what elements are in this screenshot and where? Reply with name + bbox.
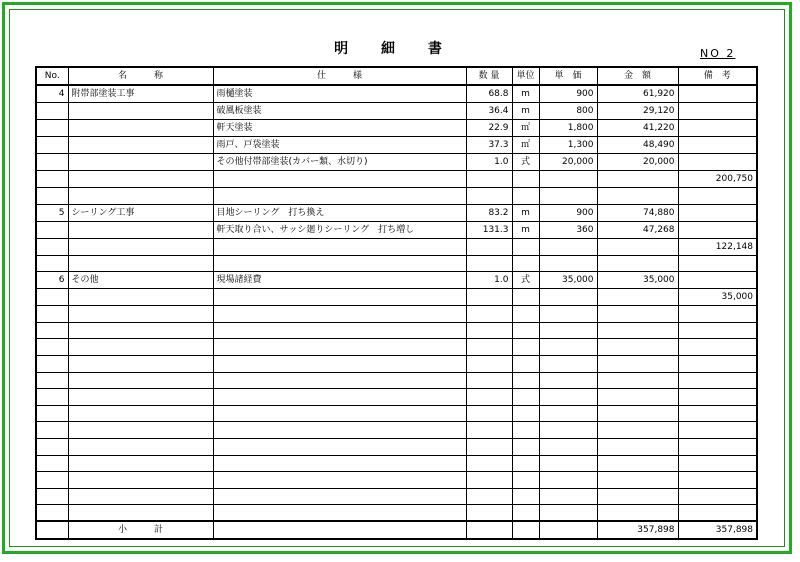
cell-remarks: 200,750 xyxy=(678,171,757,188)
cell-price xyxy=(539,488,597,505)
cell-amount xyxy=(597,372,678,389)
cell-price xyxy=(539,188,597,205)
cell-price xyxy=(539,505,597,522)
cell-name xyxy=(68,389,213,406)
col-name: 名 称 xyxy=(68,67,213,85)
cell-unit xyxy=(512,372,539,389)
cell-unit xyxy=(512,405,539,422)
cell-qty xyxy=(466,455,512,472)
cell-no xyxy=(36,120,68,137)
cell-qty: 36.4 xyxy=(466,103,512,120)
cell-price xyxy=(539,339,597,356)
col-spec: 仕 様 xyxy=(213,67,466,85)
cell-spec: 雨樋塗装 xyxy=(213,85,466,103)
table-row xyxy=(36,355,757,372)
cell-qty xyxy=(466,322,512,339)
cell-remarks xyxy=(678,85,757,103)
cell-spec xyxy=(213,389,466,406)
cell-unit xyxy=(512,422,539,439)
table-row xyxy=(36,204,757,221)
cell-no: 4 xyxy=(36,85,68,103)
cell-unit: m xyxy=(512,221,539,238)
cell-no: 6 xyxy=(36,272,68,289)
cell-amount xyxy=(597,322,678,339)
cell-unit xyxy=(512,255,539,272)
cell-name xyxy=(68,171,213,188)
table-row xyxy=(36,389,757,406)
cell-amount: 35,000 xyxy=(597,272,678,289)
cell-spec xyxy=(213,472,466,489)
cell-name xyxy=(68,188,213,205)
cell-price: 1,800 xyxy=(539,120,597,137)
cell-price xyxy=(539,238,597,255)
cell-no xyxy=(36,339,68,356)
cell-remarks xyxy=(678,488,757,505)
cell-amount: 61,920 xyxy=(597,85,678,103)
cell-unit: m xyxy=(512,103,539,120)
cell-qty: 37.3 xyxy=(466,137,512,154)
cell-price xyxy=(539,405,597,422)
cell-price: 360 xyxy=(539,221,597,238)
cell-name xyxy=(68,372,213,389)
cell-qty: 1.0 xyxy=(466,272,512,289)
cell-no xyxy=(36,154,68,171)
table-row xyxy=(36,438,757,455)
cell-unit xyxy=(512,355,539,372)
table-row xyxy=(36,154,757,171)
cell-no xyxy=(36,322,68,339)
table-row xyxy=(36,221,757,238)
cell-qty xyxy=(466,505,512,522)
cell-price: 20,000 xyxy=(539,154,597,171)
cell-amount xyxy=(597,438,678,455)
cell-amount xyxy=(597,389,678,406)
table-row xyxy=(36,472,757,489)
cell-no xyxy=(36,438,68,455)
cell-spec: その他付帯部塗装(カバー類、水切り) xyxy=(213,154,466,171)
subtotal-amount: 357,898 xyxy=(597,521,678,539)
cell-unit xyxy=(512,306,539,323)
cell-amount xyxy=(597,455,678,472)
cell-unit xyxy=(512,505,539,522)
cell-name xyxy=(68,289,213,306)
cell-name xyxy=(68,488,213,505)
cell-qty xyxy=(466,255,512,272)
cell-no xyxy=(36,455,68,472)
cell-price xyxy=(539,455,597,472)
cell-unit: 式 xyxy=(512,154,539,171)
cell-unit xyxy=(512,472,539,489)
cell-price xyxy=(539,306,597,323)
cell-qty: 83.2 xyxy=(466,204,512,221)
table-row xyxy=(36,272,757,289)
cell-remarks xyxy=(678,188,757,205)
cell-remarks xyxy=(678,422,757,439)
cell-unit xyxy=(512,322,539,339)
page-number: NO 2 xyxy=(700,47,736,60)
cell-name xyxy=(68,422,213,439)
table-row xyxy=(36,255,757,272)
col-price: 単 価 xyxy=(539,67,597,85)
cell-spec: 雨戸、戸袋塗装 xyxy=(213,137,466,154)
cell-no xyxy=(36,238,68,255)
cell-no: 5 xyxy=(36,204,68,221)
cell-remarks xyxy=(678,154,757,171)
cell-spec xyxy=(213,322,466,339)
table-row xyxy=(36,238,757,255)
cell-qty xyxy=(466,472,512,489)
cell-remarks xyxy=(678,137,757,154)
cell-spec: 現場諸経費 xyxy=(213,272,466,289)
cell-remarks xyxy=(678,438,757,455)
table-row xyxy=(36,289,757,306)
cell-remarks xyxy=(678,204,757,221)
table-row xyxy=(36,137,757,154)
table-row xyxy=(36,422,757,439)
cell-qty xyxy=(466,438,512,455)
cell-name: 附帯部塗装工事 xyxy=(68,85,213,103)
cell-qty: 131.3 xyxy=(466,221,512,238)
cell-name xyxy=(68,103,213,120)
subtotal-label: 小 計 xyxy=(68,521,213,539)
cell-no xyxy=(36,103,68,120)
cell-no xyxy=(36,188,68,205)
table-row xyxy=(36,85,757,103)
cell-spec xyxy=(213,422,466,439)
cell-remarks xyxy=(678,372,757,389)
cell-price xyxy=(539,438,597,455)
cell-spec xyxy=(213,488,466,505)
col-unit: 単位 xyxy=(512,67,539,85)
cell-spec xyxy=(213,372,466,389)
cell-qty xyxy=(466,306,512,323)
table-row xyxy=(36,103,757,120)
cell-price: 35,000 xyxy=(539,272,597,289)
cell-unit: ㎡ xyxy=(512,120,539,137)
cell-price: 800 xyxy=(539,103,597,120)
cell-no xyxy=(36,355,68,372)
cell-no xyxy=(36,505,68,522)
cell-qty xyxy=(466,171,512,188)
cell-qty xyxy=(466,238,512,255)
cell-remarks xyxy=(678,339,757,356)
cell-remarks xyxy=(678,255,757,272)
cell-amount xyxy=(597,255,678,272)
cell-price xyxy=(539,355,597,372)
cell-amount xyxy=(597,171,678,188)
cell-spec xyxy=(213,289,466,306)
cell-unit: 式 xyxy=(512,272,539,289)
cell-unit xyxy=(512,238,539,255)
cell-unit xyxy=(512,455,539,472)
cell-name xyxy=(68,322,213,339)
cell-no xyxy=(36,255,68,272)
cell-unit xyxy=(512,389,539,406)
cell-remarks xyxy=(678,120,757,137)
cell-unit: m xyxy=(512,204,539,221)
cell-spec: 目地シーリング 打ち換え xyxy=(213,204,466,221)
cell-name xyxy=(68,438,213,455)
cell-qty: 1.0 xyxy=(466,154,512,171)
cell-spec xyxy=(213,355,466,372)
cell-spec xyxy=(213,438,466,455)
header-row xyxy=(36,67,757,85)
cell-remarks xyxy=(678,355,757,372)
cell-qty xyxy=(466,372,512,389)
cell-unit xyxy=(512,488,539,505)
cell-amount xyxy=(597,355,678,372)
col-no: No. xyxy=(36,67,68,85)
cell-unit xyxy=(512,339,539,356)
cell-remarks xyxy=(678,272,757,289)
table-row xyxy=(36,322,757,339)
cell-qty xyxy=(466,188,512,205)
table-row xyxy=(36,455,757,472)
cell-no xyxy=(36,221,68,238)
cell-amount: 48,490 xyxy=(597,137,678,154)
table-row xyxy=(36,505,757,522)
cell-spec: 破風板塗装 xyxy=(213,103,466,120)
cell-remarks xyxy=(678,405,757,422)
cell-spec xyxy=(213,405,466,422)
cell-unit xyxy=(512,438,539,455)
cell-no xyxy=(36,405,68,422)
detail-table xyxy=(35,66,758,540)
cell-name xyxy=(68,455,213,472)
cell-amount: 29,120 xyxy=(597,103,678,120)
document-title: 明 細 書 xyxy=(334,41,456,57)
cell-remarks xyxy=(678,322,757,339)
cell-unit xyxy=(512,188,539,205)
cell-qty xyxy=(466,488,512,505)
cell-no xyxy=(36,422,68,439)
cell-qty: 68.8 xyxy=(466,85,512,103)
cell-price xyxy=(539,422,597,439)
subtotal-row xyxy=(36,521,757,539)
cell-price xyxy=(539,289,597,306)
cell-spec xyxy=(213,339,466,356)
cell-name xyxy=(68,255,213,272)
cell-amount: 20,000 xyxy=(597,154,678,171)
cell-amount xyxy=(597,238,678,255)
table-row xyxy=(36,171,757,188)
cell-amount xyxy=(597,289,678,306)
col-remarks: 備 考 xyxy=(678,67,757,85)
cell-amount xyxy=(597,188,678,205)
cell-qty xyxy=(466,405,512,422)
cell-qty xyxy=(466,339,512,356)
cell-amount: 74,880 xyxy=(597,204,678,221)
cell-name: シーリング工事 xyxy=(68,204,213,221)
cell-name xyxy=(68,505,213,522)
col-qty: 数 量 xyxy=(466,67,512,85)
cell-no xyxy=(36,306,68,323)
cell-no xyxy=(36,389,68,406)
cell-spec xyxy=(213,306,466,323)
cell-price: 1,300 xyxy=(539,137,597,154)
cell-price: 900 xyxy=(539,204,597,221)
cell-qty xyxy=(466,389,512,406)
cell-remarks xyxy=(678,306,757,323)
cell-unit: ㎡ xyxy=(512,137,539,154)
cell-amount: 41,220 xyxy=(597,120,678,137)
cell-remarks: 122,148 xyxy=(678,238,757,255)
cell-remarks xyxy=(678,455,757,472)
cell-price xyxy=(539,322,597,339)
subtotal-remarks: 357,898 xyxy=(678,521,757,539)
cell-remarks xyxy=(678,389,757,406)
cell-name xyxy=(68,137,213,154)
cell-unit xyxy=(512,171,539,188)
cell-amount xyxy=(597,422,678,439)
cell-name xyxy=(68,221,213,238)
cell-no xyxy=(36,488,68,505)
cell-price xyxy=(539,255,597,272)
table-row xyxy=(36,339,757,356)
cell-amount xyxy=(597,405,678,422)
cell-name: その他 xyxy=(68,272,213,289)
cell-qty: 22.9 xyxy=(466,120,512,137)
cell-name xyxy=(68,154,213,171)
table-row xyxy=(36,405,757,422)
cell-no xyxy=(36,372,68,389)
cell-amount xyxy=(597,339,678,356)
cell-price xyxy=(539,171,597,188)
cell-price: 900 xyxy=(539,85,597,103)
cell-qty xyxy=(466,289,512,306)
cell-spec: 軒天塗装 xyxy=(213,120,466,137)
cell-remarks xyxy=(678,472,757,489)
table-row xyxy=(36,488,757,505)
cell-amount xyxy=(597,472,678,489)
cell-amount xyxy=(597,505,678,522)
cell-name xyxy=(68,238,213,255)
cell-qty xyxy=(466,422,512,439)
cell-name xyxy=(68,355,213,372)
cell-amount: 47,268 xyxy=(597,221,678,238)
cell-amount xyxy=(597,306,678,323)
cell-spec xyxy=(213,171,466,188)
cell-no xyxy=(36,137,68,154)
table-row xyxy=(36,306,757,323)
cell-qty xyxy=(466,355,512,372)
cell-name xyxy=(68,306,213,323)
cell-spec xyxy=(213,505,466,522)
cell-no xyxy=(36,289,68,306)
cell-price xyxy=(539,472,597,489)
cell-spec xyxy=(213,455,466,472)
cell-remarks: 35,000 xyxy=(678,289,757,306)
cell-unit: m xyxy=(512,85,539,103)
cell-spec xyxy=(213,255,466,272)
cell-price xyxy=(539,372,597,389)
table-row xyxy=(36,188,757,205)
cell-name xyxy=(68,339,213,356)
cell-name xyxy=(68,120,213,137)
cell-no xyxy=(36,472,68,489)
col-amount: 金 額 xyxy=(597,67,678,85)
cell-amount xyxy=(597,488,678,505)
cell-name xyxy=(68,472,213,489)
cell-name xyxy=(68,405,213,422)
cell-remarks xyxy=(678,103,757,120)
table-row xyxy=(36,372,757,389)
cell-unit xyxy=(512,289,539,306)
cell-spec xyxy=(213,238,466,255)
cell-price xyxy=(539,389,597,406)
cell-remarks xyxy=(678,221,757,238)
table-row xyxy=(36,120,757,137)
cell-spec: 軒天取り合い、サッシ廻りシーリング 打ち増し xyxy=(213,221,466,238)
cell-no xyxy=(36,171,68,188)
cell-spec xyxy=(213,188,466,205)
cell-remarks xyxy=(678,505,757,522)
